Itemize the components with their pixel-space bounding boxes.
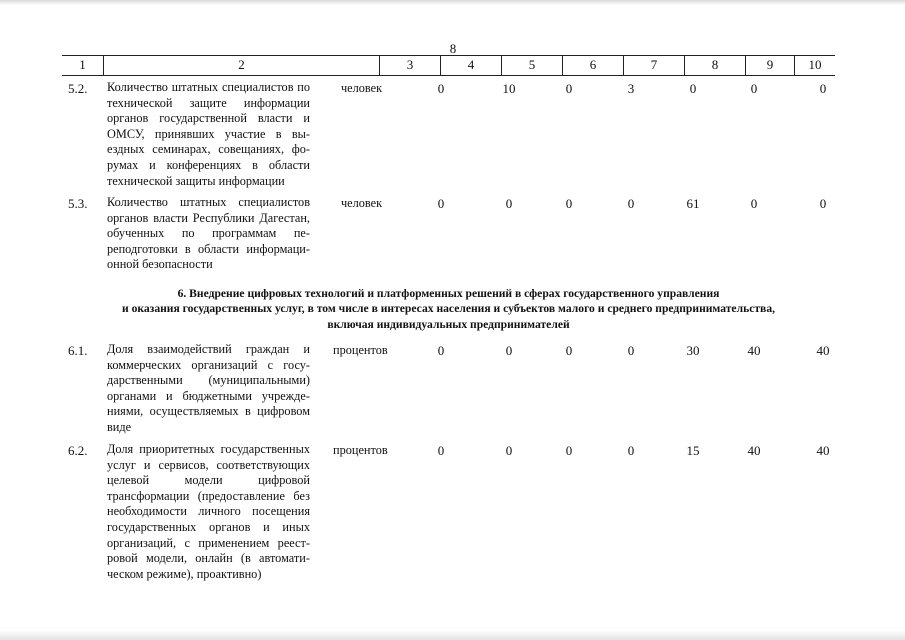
row-value-col-5: 10 bbox=[502, 81, 516, 96]
row-value-col-8: 30 bbox=[686, 343, 700, 358]
row-unit: человек bbox=[341, 81, 383, 95]
row-number: 5.2. bbox=[68, 81, 88, 96]
row-unit: процентов bbox=[333, 443, 388, 457]
header-col-6: 6 bbox=[563, 56, 624, 75]
row-number: 5.3. bbox=[68, 196, 88, 211]
table-header-row bbox=[62, 55, 835, 76]
page-number: 8 bbox=[449, 41, 457, 56]
row-value-col-7: 0 bbox=[627, 196, 635, 211]
row-value-col-4: 0 bbox=[437, 196, 445, 211]
row-value-col-10: 40 bbox=[816, 343, 830, 358]
row-value-col-8: 0 bbox=[689, 81, 697, 96]
row-value-col-4: 0 bbox=[437, 443, 445, 458]
row-description: Доля приоритетных государственных услуг и сервисов, соответствующих целевой модели цифровой трансформации (предоставление без необходимости личного посещения государственных органов и иных организаций, с применением реестровой модели, онлайн (в автоматическом режиме), проактивно) bbox=[107, 442, 310, 581]
row-number: 6.2. bbox=[68, 443, 88, 458]
row-description: Доля взаимодействий граждан и коммерческих организаций с государственными (муниципальными) органами и бюджетными учреждениями, осуществляемых в цифровом виде bbox=[107, 342, 310, 434]
row-value-col-6: 0 bbox=[565, 81, 573, 96]
row-value-col-9: 40 bbox=[747, 343, 761, 358]
section-title-line: 6. Внедрение цифровых технологий и платформенных решений в сферах государственного управления bbox=[177, 287, 720, 300]
row-unit: человек bbox=[341, 196, 383, 210]
row-value-col-5: 0 bbox=[505, 343, 513, 358]
header-col-7: 7 bbox=[624, 56, 685, 75]
row-number: 6.1. bbox=[68, 343, 88, 358]
header-col-1: 1 bbox=[62, 56, 104, 75]
row-value-col-10: 40 bbox=[816, 443, 830, 458]
row-value-col-8: 15 bbox=[686, 443, 700, 458]
row-value-col-7: 0 bbox=[627, 443, 635, 458]
row-value-col-7: 3 bbox=[627, 81, 635, 96]
section-title-line: и оказания государственных услуг, в том числе в интересах населения и субъектов малого и среднего предпринимательства, bbox=[121, 302, 776, 316]
row-value-col-8: 61 bbox=[686, 196, 700, 211]
row-value-col-4: 0 bbox=[437, 81, 445, 96]
header-col-5: 5 bbox=[502, 56, 563, 75]
row-value-col-10: 0 bbox=[819, 196, 827, 211]
header-col-4: 4 bbox=[441, 56, 502, 75]
row-value-col-4: 0 bbox=[437, 343, 445, 358]
row-value-col-9: 0 bbox=[750, 81, 758, 96]
header-col-8: 8 bbox=[685, 56, 746, 75]
header-col-10: 10 bbox=[808, 57, 822, 72]
row-value-col-10: 0 bbox=[819, 81, 827, 96]
header-col-2: 2 bbox=[104, 56, 380, 75]
row-value-col-5: 0 bbox=[505, 196, 513, 211]
row-description: Количество штатных специалистов по технической защите информации органов государственной власти и ОМСУ, принявших участие в выездных семинарах, совещаниях, форумах и конференциях в области технической защиты информации bbox=[107, 80, 310, 188]
section-6-title bbox=[62, 286, 835, 332]
row-value-col-6: 0 bbox=[565, 343, 573, 358]
section-title-line: включая индивидуальных предпринимателей bbox=[327, 317, 570, 331]
row-value-col-9: 0 bbox=[750, 196, 758, 211]
row-unit: процентов bbox=[333, 343, 388, 357]
row-value-col-6: 0 bbox=[565, 443, 573, 458]
row-value-col-7: 0 bbox=[627, 343, 635, 358]
row-value-col-9: 40 bbox=[747, 443, 761, 458]
row-value-col-6: 0 bbox=[565, 196, 573, 211]
header-col-3: 3 bbox=[380, 56, 441, 75]
row-value-col-5: 0 bbox=[505, 443, 513, 458]
scan-edge-bottom bbox=[0, 630, 905, 640]
header-col-9: 9 bbox=[746, 56, 795, 75]
row-description: Количество штатных специалистов органов власти Республики Дагестан, обученных по программам переподготовки в области информационной безопасности bbox=[107, 195, 310, 272]
scan-edge-top bbox=[0, 0, 905, 5]
